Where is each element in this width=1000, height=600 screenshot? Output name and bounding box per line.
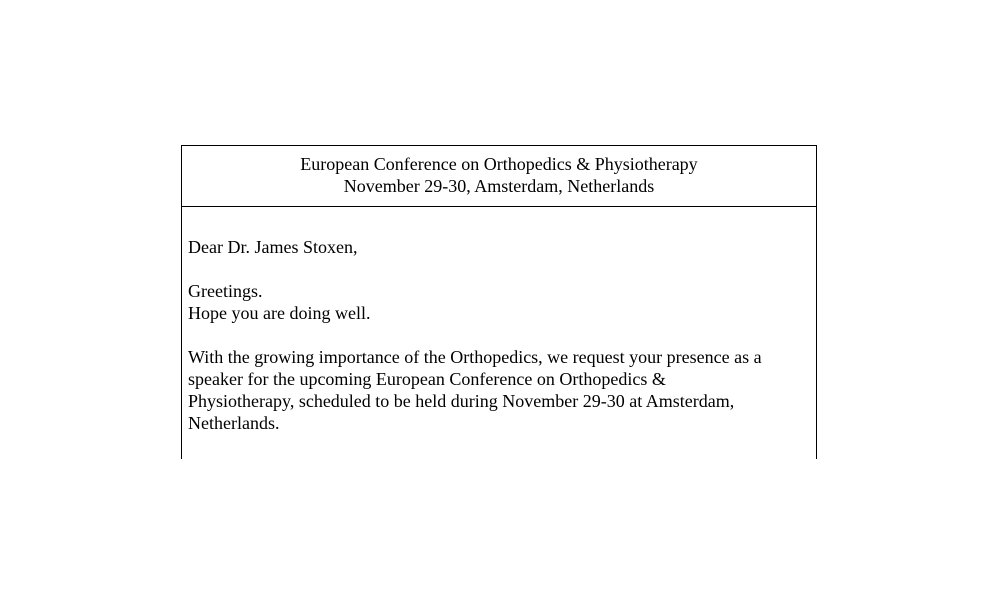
invitation-letter xyxy=(181,145,817,459)
wellwish: Hope you are doing well. xyxy=(188,303,371,323)
salutation: Dear Dr. James Stoxen, xyxy=(188,237,358,257)
invitation-paragraph xyxy=(188,346,816,434)
greeting-block xyxy=(188,280,816,324)
paragraph-line: Physiotherapy, scheduled to be held during November 29-30 at Amsterdam, xyxy=(188,391,735,411)
greeting: Greetings. xyxy=(188,281,263,301)
paragraph-line: Netherlands. xyxy=(188,413,280,433)
letter-body xyxy=(182,207,816,434)
conference-title: European Conference on Orthopedics & Physiotherapy xyxy=(300,154,698,174)
letter-header xyxy=(182,146,816,207)
paragraph-line: speaker for the upcoming European Conference on Orthopedics & xyxy=(188,369,666,389)
conference-date-location: November 29-30, Amsterdam, Netherlands xyxy=(343,176,655,196)
paragraph-line: With the growing importance of the Orthopedics, we request your presence as a xyxy=(188,347,762,367)
